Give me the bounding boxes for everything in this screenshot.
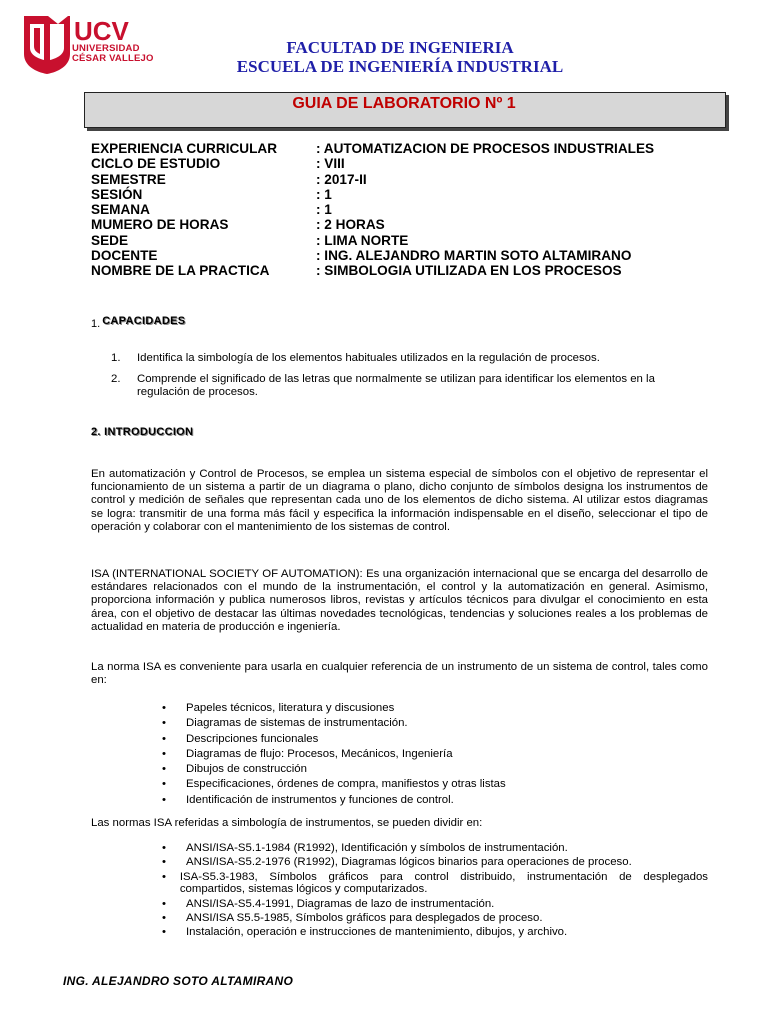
- info-row: [91, 172, 731, 187]
- intro-paragraph-normas: Las normas ISA referidas a simbología de instrumentos, se pueden dividir en:: [91, 817, 483, 829]
- isa-norms-list: [162, 842, 708, 941]
- info-label: SEMANA: [91, 202, 150, 218]
- info-label: DOCENTE: [91, 248, 158, 264]
- bullet-icon: •: [162, 911, 166, 924]
- intro-paragraph-1: En automatización y Control de Procesos, se emplea un sistema especial de símbolos con el objetivo de representar el funcionamiento de un sistema a partir de un diagrama o plano, dicho conjunto de símbolos designa los instrumentos de control y medición de señales que representan cada uno de los elementos de dicho sistema. Al utilizar estos diagramas se logra: transmitir de una forma más fácil y especifica la información indispensable en el diseño, seleccionar el tipo de operación y colaborar con el mantenimiento de los sistemas de control.: [91, 468, 708, 533]
- course-info-table: [91, 141, 731, 279]
- info-value: : 1: [316, 186, 332, 202]
- info-label: MUMERO DE HORAS: [91, 217, 229, 233]
- list-item: • Identificación de instrumentos y funciones de control.: [186, 793, 708, 808]
- list-item: • ISA-S5.3-1983, Símbolos gráficos para control distribuido, instrumentación de desplegados compartidos, sistemas lógicos y computarizados.: [162, 870, 708, 896]
- footer-author: ING. ALEJANDRO SOTO ALTAMIRANO: [63, 974, 294, 988]
- info-value: : SIMBOLOGIA UTILIZADA EN LOS PROCESOS: [316, 263, 622, 279]
- section-capacidades-heading: [91, 315, 186, 330]
- bullet-icon: •: [162, 856, 166, 869]
- info-value: : 2017-II: [316, 171, 367, 187]
- info-label: SEMESTRE: [91, 171, 166, 187]
- bullet-icon: •: [162, 842, 166, 854]
- info-row: [91, 187, 731, 202]
- capacidades-list: [111, 352, 711, 407]
- list-item: 1. Identifica la simbología de los elementos habituales utilizados en la regulación de procesos.: [111, 352, 600, 364]
- list-item: • ANSI/ISA-S5.2-1976 (R1992), Diagramas lógicos binarios para operaciones de proceso.: [162, 856, 632, 869]
- intro-paragraph-isa: ISA (INTERNATIONAL SOCIETY OF AUTOMATION): Es una organización internacional que se encarga del desarrollo de estándares relacionados con el mundo de la instrumentación, el control y la automatización en general. Asimismo, proporciona información y publica numerosos libros, revistas y artículos técnicos para divulgar el conocimiento en esta área, con el objetivo de destacar las últimas novedades tecnológicas, tendencias y soluciones reales a los problemas de actualidad en materia de producción e ingeniería.: [91, 568, 708, 633]
- info-value: : VIII: [316, 156, 345, 172]
- info-value: : 1: [316, 202, 332, 218]
- faculty-title: FACULTAD DE INGENIERIA: [286, 38, 514, 57]
- info-row: [91, 141, 731, 156]
- info-label: SESIÓN: [91, 186, 143, 202]
- list-item: • Dibujos de construcción: [186, 762, 708, 777]
- bullet-icon: •: [162, 897, 166, 910]
- info-row: [91, 156, 731, 171]
- info-row: [91, 263, 731, 278]
- info-label: SEDE: [91, 232, 129, 248]
- info-label: EXPERIENCIA CURRICULAR: [91, 141, 278, 156]
- bullet-icon: •: [162, 717, 166, 730]
- school-title: ESCUELA DE INGENIERÍA INDUSTRIAL: [236, 57, 564, 76]
- list-item: • Instalación, operación e instrucciones de mantenimiento, dibujos, y archivo.: [162, 926, 568, 939]
- list-item: • Diagramas de flujo: Procesos, Mecánicos, Ingeniería: [186, 747, 708, 762]
- list-item: • ANSI/ISA-S5.4-1991, Diagramas de lazo de instrumentación.: [162, 897, 495, 910]
- university-name: UNIVERSIDAD CÉSAR VALLEJO: [72, 43, 154, 64]
- section-introduccion-heading: 2. INTRODUCCION: [91, 426, 194, 438]
- bullet-icon: •: [162, 793, 166, 806]
- list-item: • ANSI/ISA-S5.1-1984 (R1992), Identificación y símbolos de instrumentación.: [162, 842, 568, 854]
- bullet-icon: •: [162, 870, 166, 883]
- info-label: CICLO DE ESTUDIO: [91, 156, 221, 172]
- list-item: • Descripciones funcionales: [186, 732, 708, 747]
- info-value: : ING. ALEJANDRO MARTIN SOTO ALTAMIRANO: [316, 248, 632, 264]
- list-item: • ANSI/ISA S5.5-1985, Símbolos gráficos para desplegados de proceso.: [162, 911, 543, 924]
- list-item: • Diagramas de sistemas de instrumentación.: [186, 716, 708, 731]
- intro-paragraph-norma: La norma ISA es conveniente para usarla en cualquier referencia de un instrumento de un sistema de control, tales como en:: [91, 661, 708, 687]
- info-row: [91, 217, 731, 232]
- list-item: • Especificaciones, órdenes de compra, manifiestos y otras listas: [186, 777, 708, 792]
- info-value: : LIMA NORTE: [316, 232, 409, 248]
- info-label: NOMBRE DE LA PRACTICA: [91, 263, 270, 279]
- list-item: • Papeles técnicos, literatura y discusiones: [186, 701, 708, 716]
- guide-title: GUIA DE LABORATORIO Nº 1: [292, 95, 516, 112]
- ucv-initials: UCV: [74, 16, 129, 46]
- bullet-icon: •: [162, 732, 166, 745]
- bullet-icon: •: [162, 778, 166, 791]
- bullet-icon: •: [162, 926, 166, 939]
- info-value: : 2 HORAS: [316, 217, 385, 233]
- bullet-icon: •: [162, 747, 166, 760]
- section-heading: CAPACIDADES: [102, 315, 186, 327]
- info-row: [91, 202, 731, 217]
- bullet-icon: •: [162, 763, 166, 776]
- list-item: 2. Comprende el significado de las letras que normalmente se utilizan para identificar los elementos en la regulación de procesos.: [111, 372, 655, 398]
- isa-uses-list: [162, 701, 708, 808]
- info-row: [91, 248, 731, 263]
- bullet-icon: •: [162, 702, 166, 714]
- info-value: : AUTOMATIZACION DE PROCESOS INDUSTRIALES: [316, 141, 655, 156]
- info-row: [91, 233, 731, 248]
- section-number: 1.: [91, 318, 101, 330]
